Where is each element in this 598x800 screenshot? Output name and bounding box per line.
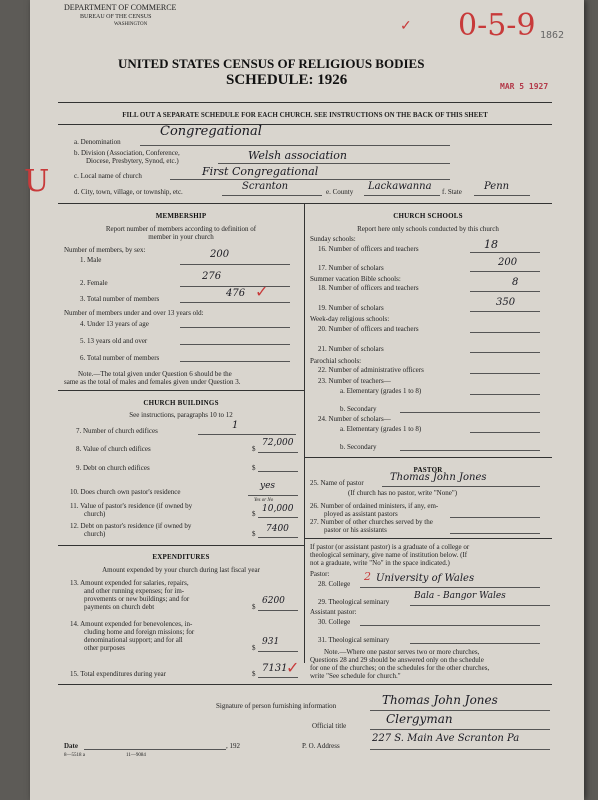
underline bbox=[400, 450, 540, 451]
dept-line: DEPARTMENT OF COMMERCE bbox=[64, 3, 177, 12]
q5-label: 5. 13 years old and over bbox=[80, 337, 148, 345]
dollar-sign: $ bbox=[252, 464, 256, 472]
q23b-label: b. Secondary bbox=[340, 405, 377, 413]
by-sex-label: Number of members, by sex: bbox=[64, 246, 146, 254]
q23a-label: a. Elementary (grades 1 to 8) bbox=[340, 387, 422, 395]
county-label: e. County bbox=[326, 188, 354, 196]
membership-note: Note.—The total given under Question 6 should be the bbox=[78, 370, 232, 378]
expenditures-heading: EXPENDITURES bbox=[152, 553, 210, 561]
print-number: 11—9084 bbox=[126, 753, 146, 758]
underline bbox=[180, 264, 290, 265]
q29-value: Bala - Bangor Wales bbox=[414, 591, 506, 601]
weekday-heading: Week-day religious schools: bbox=[310, 315, 390, 323]
education-note: write "See schedule for church." bbox=[310, 672, 401, 680]
check-mark: ✓ bbox=[286, 660, 300, 677]
division-value: Welsh association bbox=[248, 149, 348, 162]
date-label: Date bbox=[64, 742, 78, 750]
underline bbox=[180, 361, 290, 362]
expenditures-sub: Amount expended by your church during last fiscal year bbox=[102, 566, 260, 574]
q18-value: 8 bbox=[512, 277, 519, 288]
q7-value: 1 bbox=[232, 420, 239, 431]
dollar-sign: $ bbox=[252, 510, 256, 518]
underline bbox=[258, 537, 298, 538]
underline bbox=[470, 352, 540, 353]
education-note: for one of the churches; on the schedules for the other churches, bbox=[310, 664, 490, 672]
q24-label: 24. Number of scholars— bbox=[318, 415, 391, 423]
q25-label: 25. Name of pastor bbox=[310, 479, 364, 487]
division-label-2: Diocese, Presbytery, Synod, etc.) bbox=[86, 157, 179, 165]
q11-label-2: church) bbox=[84, 510, 106, 518]
underline bbox=[474, 195, 530, 196]
age-heading: Number of members under and over 13 years old: bbox=[64, 309, 204, 317]
underline bbox=[470, 252, 540, 253]
po-address-value: 227 S. Main Ave Scranton Pa bbox=[372, 733, 520, 744]
form-number: 8—5518 a bbox=[64, 753, 85, 758]
schools-heading: CHURCH SCHOOLS bbox=[393, 212, 463, 220]
q17-value: 200 bbox=[498, 257, 518, 268]
bureau-line: BUREAU OF THE CENSUS bbox=[80, 14, 152, 20]
local-name-value: First Congregational bbox=[202, 165, 319, 178]
underline bbox=[370, 749, 550, 750]
received-stamp: MAR 5 1927 bbox=[500, 82, 549, 91]
q28-label: 28. College bbox=[318, 580, 351, 588]
q15-label: 15. Total expenditures during year bbox=[70, 670, 166, 678]
census-schedule-sheet bbox=[24, 0, 584, 800]
underline bbox=[180, 286, 290, 287]
underline bbox=[180, 302, 290, 303]
dollar-sign: $ bbox=[252, 670, 256, 678]
q12-label: 12. Debt on pastor's residence (if owned by bbox=[70, 522, 192, 530]
local-name-label: c. Local name of church bbox=[74, 172, 142, 180]
parochial-heading: Parochial schools: bbox=[310, 357, 362, 365]
divider bbox=[58, 102, 552, 103]
q9-label: 9. Debt on church edifices bbox=[76, 464, 150, 472]
division-label: b. Division (Association, Conference, bbox=[74, 149, 180, 157]
q20-label: 20. Number of officers and teachers bbox=[318, 325, 419, 333]
serial-number: 1862 bbox=[540, 30, 565, 41]
underline bbox=[180, 327, 290, 328]
membership-heading: MEMBERSHIP bbox=[155, 212, 207, 220]
instruction-line: FILL OUT A SEPARATE SCHEDULE FOR EACH CHURCH. SEE INSTRUCTIONS ON THE BACK OF THIS SHEET bbox=[122, 111, 488, 119]
q30-label: 30. College bbox=[318, 618, 351, 626]
pastor-subheading: Pastor: bbox=[310, 570, 330, 578]
q29-label: 29. Theological seminary bbox=[318, 598, 390, 606]
underline bbox=[258, 610, 298, 611]
q19-value: 350 bbox=[496, 297, 516, 308]
underline bbox=[382, 486, 540, 487]
education-intro: not a graduate, write "No" in the space indicated.) bbox=[310, 559, 450, 567]
underline bbox=[218, 163, 450, 164]
divider bbox=[58, 684, 552, 685]
form-title: UNITED STATES CENSUS OF RELIGIOUS BODIES bbox=[118, 56, 425, 71]
column-divider bbox=[304, 203, 305, 663]
q11-label: 11. Value of pastor's residence (if owned by bbox=[70, 502, 193, 510]
q28-value: University of Wales bbox=[376, 573, 475, 584]
divider bbox=[58, 545, 304, 546]
dollar-sign: $ bbox=[252, 603, 256, 611]
underline bbox=[222, 195, 322, 196]
underline bbox=[364, 195, 440, 196]
q11-value: 10,000 bbox=[262, 504, 294, 514]
q13-label: and other running expenses; for im- bbox=[84, 587, 185, 595]
underline bbox=[258, 471, 298, 472]
q13-label: payments on church debt bbox=[84, 603, 155, 611]
dollar-sign: $ bbox=[252, 644, 256, 652]
city-line: WASHINGTON bbox=[114, 22, 148, 27]
q13-value: 6200 bbox=[262, 596, 285, 606]
signature-value: Thomas John Jones bbox=[382, 693, 498, 707]
q6-label: 6. Total number of members bbox=[80, 354, 160, 362]
q12-value: 7400 bbox=[266, 524, 289, 534]
q23-label: 23. Number of teachers— bbox=[318, 377, 391, 385]
margin-mark: U bbox=[24, 164, 50, 199]
dollar-sign: $ bbox=[252, 445, 256, 453]
q10-hint: Yes or No bbox=[254, 498, 274, 503]
q22-label: 22. Number of administrative officers bbox=[318, 366, 424, 374]
denomination-label: a. Denomination bbox=[74, 138, 121, 146]
q16-label: 16. Number of officers and teachers bbox=[318, 245, 419, 253]
underline bbox=[470, 394, 540, 395]
q18-label: 18. Number of officers and teachers bbox=[318, 284, 419, 292]
education-note: Questions 28 and 29 should be answered only on the schedule bbox=[310, 656, 484, 664]
q10-value: yes bbox=[260, 481, 276, 491]
underline bbox=[258, 651, 298, 652]
q14-label: cluding home and foreign missions; for bbox=[84, 628, 195, 636]
education-intro: If pastor (or assistant pastor) is a graduate of a college or bbox=[310, 543, 470, 551]
membership-sub: member in your church bbox=[148, 233, 214, 241]
q7-label: 7. Number of church edifices bbox=[76, 427, 158, 435]
q16-value: 18 bbox=[484, 238, 498, 251]
underline bbox=[450, 533, 540, 534]
q4-label: 4. Under 13 years of age bbox=[80, 320, 149, 328]
underline bbox=[470, 432, 540, 433]
state-value: Penn bbox=[484, 181, 510, 192]
assistant-subheading: Assistant pastor: bbox=[310, 608, 357, 616]
form-subtitle: SCHEDULE: 1926 bbox=[226, 72, 348, 88]
q21-label: 21. Number of scholars bbox=[318, 345, 384, 353]
official-title-value: Clergyman bbox=[386, 712, 453, 726]
q17-label: 17. Number of scholars bbox=[318, 264, 384, 272]
q3-value: 476 bbox=[226, 288, 246, 299]
q13-label: provements or new buildings; and for bbox=[84, 595, 190, 603]
underline bbox=[248, 495, 298, 496]
underline bbox=[370, 710, 550, 711]
q24a-label: a. Elementary (grades 1 to 8) bbox=[340, 425, 422, 433]
q3-label: 3. Total number of members bbox=[80, 295, 160, 303]
buildings-heading: CHURCH BUILDINGS bbox=[143, 399, 219, 407]
divider bbox=[58, 203, 552, 204]
summer-heading: Summer vacation Bible schools: bbox=[310, 275, 401, 283]
q12-label-2: church) bbox=[84, 530, 106, 538]
schools-sub: Report here only schools conducted by this church bbox=[357, 225, 499, 233]
underline bbox=[470, 332, 540, 333]
q8-value: 72,000 bbox=[262, 438, 294, 448]
q2-value: 276 bbox=[202, 271, 222, 282]
city-value: Scranton bbox=[242, 181, 289, 192]
state-label: f. State bbox=[442, 188, 462, 196]
education-intro: theological seminary, give name of institution below. (If bbox=[310, 551, 468, 559]
divider bbox=[58, 390, 304, 391]
q13-label: 13. Amount expended for salaries, repairs, bbox=[70, 579, 189, 587]
underline bbox=[170, 179, 450, 180]
sunday-heading: Sunday schools: bbox=[310, 235, 356, 243]
underline bbox=[258, 452, 298, 453]
q26-label-2: ployed as assistant pastors bbox=[324, 510, 398, 518]
underline bbox=[360, 625, 540, 626]
official-title-label: Official title bbox=[312, 722, 347, 730]
underline bbox=[470, 271, 540, 272]
membership-note: same as the total of males and females given under Question 3. bbox=[64, 378, 241, 386]
underline bbox=[370, 729, 550, 730]
q1-value: 200 bbox=[210, 249, 230, 260]
q15-value: 7131 bbox=[262, 663, 288, 674]
q14-label: denominational support; and for all bbox=[84, 636, 183, 644]
underline bbox=[400, 412, 540, 413]
divider bbox=[304, 457, 552, 458]
divider bbox=[304, 538, 552, 539]
handwritten-mark: 2 bbox=[364, 570, 371, 583]
q14-label: 14. Amount expended for benevolences, in- bbox=[70, 620, 193, 628]
underline bbox=[180, 344, 290, 345]
denomination-value: Congregational bbox=[160, 124, 262, 139]
city-label: d. City, town, village, or township, etc. bbox=[74, 188, 183, 196]
handwritten-code: 0-5-9 bbox=[458, 8, 536, 43]
q8-label: 8. Value of church edifices bbox=[76, 445, 151, 453]
check-mark: ✓ bbox=[400, 19, 412, 34]
q25-note: (If church has no pastor, write "None") bbox=[348, 489, 458, 497]
q10-label: 10. Does church own pastor's residence bbox=[70, 488, 181, 496]
year-label: , 192 bbox=[226, 742, 240, 750]
education-note: Note.—Where one pastor serves two or more churches, bbox=[324, 648, 480, 656]
q1-label: 1. Male bbox=[80, 256, 102, 264]
underline bbox=[84, 749, 226, 750]
divider bbox=[58, 124, 552, 125]
q27-label: 27. Number of other churches served by the bbox=[310, 518, 433, 526]
underline bbox=[470, 373, 540, 374]
pastor-name-value: Thomas John Jones bbox=[390, 472, 487, 483]
pastor-heading: PASTOR bbox=[413, 466, 443, 474]
underline bbox=[360, 587, 540, 588]
q2-label: 2. Female bbox=[80, 279, 108, 287]
underline bbox=[258, 517, 298, 518]
q26-label: 26. Number of ordained ministers, if any, em- bbox=[310, 502, 439, 510]
county-value: Lackawanna bbox=[368, 181, 432, 192]
underline bbox=[470, 311, 540, 312]
check-mark: ✓ bbox=[255, 284, 269, 301]
underline bbox=[410, 605, 550, 606]
underline bbox=[410, 643, 540, 644]
dollar-sign: $ bbox=[252, 530, 256, 538]
q24b-label: b. Secondary bbox=[340, 443, 377, 451]
underline bbox=[450, 517, 540, 518]
membership-sub: Report number of members according to definition of bbox=[105, 225, 257, 233]
po-address-label: P. O. Address bbox=[302, 742, 340, 750]
q31-label: 31. Theological seminary bbox=[318, 636, 390, 644]
signature-label: Signature of person furnishing information bbox=[216, 702, 337, 710]
q27-label-2: pastor or his assistants bbox=[324, 526, 387, 534]
underline bbox=[198, 434, 296, 435]
underline bbox=[470, 291, 540, 292]
q19-label: 19. Number of scholars bbox=[318, 304, 384, 312]
underline bbox=[140, 145, 450, 146]
q14-value: 931 bbox=[262, 637, 280, 647]
buildings-sub: See instructions, paragraphs 10 to 12 bbox=[129, 411, 233, 419]
q14-label: other purposes bbox=[84, 644, 126, 652]
